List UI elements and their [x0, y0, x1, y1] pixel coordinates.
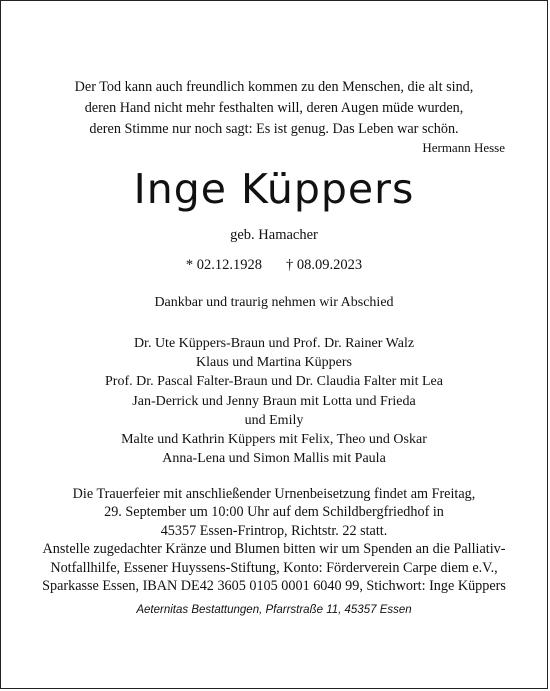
undertaker-info: Aeternitas Bestattungen, Pfarrstraße 11, 45357 Essen [136, 604, 412, 616]
family-line: und Emily [244, 412, 304, 428]
birth-date: * 02.12.1928 [185, 257, 262, 273]
family-list [1, 334, 547, 468]
family-line: Anna-Lena und Simon Mallis mit Paula [162, 451, 386, 467]
life-dates [1, 257, 547, 274]
family-line: Dr. Ute Küppers-Braun und Prof. Dr. Rainer Walz [133, 336, 415, 351]
death-date: † 08.09.2023 [286, 257, 363, 273]
donation-line: Sparkasse Essen, IBAN DE42 3605 0105 0001 6040 99, Stichwort: Inge Küppers [42, 578, 506, 595]
donation-line: Notfallhilfe, Essener Huyssens-Stiftung, Konto: Förderverein Carpe diem e.V., [50, 559, 498, 576]
service-line: 29. September um 10:00 Uhr auf dem Schildbergfriedhof in [104, 504, 444, 521]
service-info [1, 485, 547, 595]
service-line: 45357 Essen-Frintrop, Richtstr. 22 statt. [160, 522, 388, 539]
maiden-name: geb. Hamacher [230, 227, 318, 243]
quote [1, 77, 547, 140]
family-line: Malte und Kathrin Küppers mit Felix, Theo und Oskar [121, 432, 427, 448]
quote-author: Hermann Hesse [422, 140, 505, 155]
quote-line: deren Stimme nur noch sagt: Es ist genug. Das Leben war schön. [89, 121, 459, 137]
service-line: Die Trauerfeier mit anschließender Urnenbeisetzung findet am Freitag, [72, 486, 476, 502]
quote-line: Der Tod kann auch freundlich kommen zu den Menschen, die alt sind, [74, 79, 474, 95]
family-line: Prof. Dr. Pascal Falter-Braun und Dr. Claudia Falter mit Lea [105, 374, 443, 390]
family-line: Klaus und Martina Küppers [196, 355, 352, 371]
quote-line: deren Hand nicht mehr festhalten will, deren Augen müde wurden, [84, 100, 464, 116]
family-line: Jan-Derrick und Jenny Braun mit Lotta und Frieda [132, 393, 416, 409]
donation-line: Anstelle zugedachter Kränze und Blumen bitten wir um Spenden an die Palliativ- [42, 541, 506, 558]
farewell-intro: Dankbar und traurig nehmen wir Abschied [154, 295, 394, 310]
deceased-name: Inge Küppers [133, 165, 415, 213]
